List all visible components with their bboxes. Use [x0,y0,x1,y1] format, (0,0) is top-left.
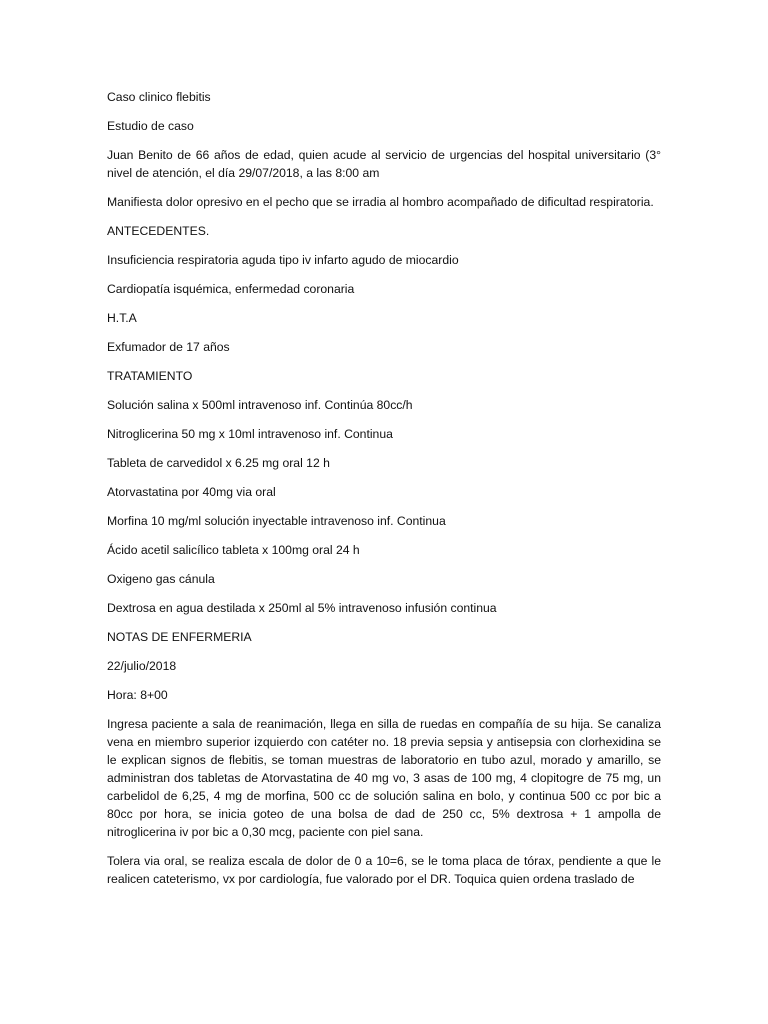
tratamiento-item: Oxigeno gas cánula [107,572,215,586]
notas-paragraph: Tolera via oral, se realiza escala de dolor de 0 a 10=6, se le toma placa de tórax, pendiente a que le realicen cateterismo, vx por cardiología, fue valorado por el DR. Toquica quien ordena traslado de [107,854,661,886]
tratamiento-item: Morfina 10 mg/ml solución inyectable intravenoso inf. Continua [107,514,446,528]
tratamiento-heading: TRATAMIENTO [107,369,193,383]
document-title: Caso clinico flebitis [107,90,211,104]
tratamiento-item: Atorvastatina por 40mg via oral [107,485,276,499]
intro-paragraph: Juan Benito de 66 años de edad, quien acude al servicio de urgencias del hospital universitario (3° nivel de atención, el día 29/07/2018, a las 8:00 am [107,148,661,180]
document-subtitle: Estudio de caso [107,119,194,133]
tratamiento-item: Solución salina x 500ml intravenoso inf. Continúa 80cc/h [107,398,413,412]
antecedente-item: Cardiopatía isquémica, enfermedad coronaria [107,282,355,296]
antecedente-item: Exfumador de 17 años [107,340,230,354]
antecedentes-heading: ANTECEDENTES. [107,224,210,238]
notas-hour: Hora: 8+00 [107,688,168,702]
tratamiento-item: Nitroglicerina 50 mg x 10ml intravenoso inf. Continua [107,427,393,441]
complaint-paragraph: Manifiesta dolor opresivo en el pecho que se irradia al hombro acompañado de dificultad respiratoria. [107,195,654,209]
tratamiento-item: Tableta de carvedidol x 6.25 mg oral 12 h [107,456,330,470]
tratamiento-item: Ácido acetil salicílico tableta x 100mg oral 24 h [107,543,360,557]
antecedente-item: Insuficiencia respiratoria aguda tipo iv infarto agudo de miocardio [107,253,459,267]
tratamiento-item: Dextrosa en agua destilada x 250ml al 5% intravenoso infusión continua [107,601,497,615]
antecedente-item: H.T.A [107,311,137,325]
notas-paragraph: Ingresa paciente a sala de reanimación, llega en silla de ruedas en compañía de su hija. Se canaliza vena en miembro superior izquierdo con catéter no. 18 previa sepsia y antisepsia con clorhexidina se le explican signos de flebitis, se toman muestras de laboratorio en tubo azul, morado y amarillo, se administran dos tabletas de Atorvastatina de 40 mg vo, 3 asas de 100 mg, 4 clopitogre de 75 mg, un carbelidol de 6,25, 4 mg de morfina, 500 cc de solución salina en bolo, y continua 500 cc por bic a 80cc por hora, se inicia goteo de una bolsa de dad de 250 cc, 5% dextrosa + 1 ampolla de nitroglicerina iv por bic a 0,30 mcg, paciente con piel sana. [107,717,661,839]
notas-heading: NOTAS DE ENFERMERIA [107,630,252,644]
document-page [107,88,661,899]
notas-date: 22/julio/2018 [107,659,177,673]
